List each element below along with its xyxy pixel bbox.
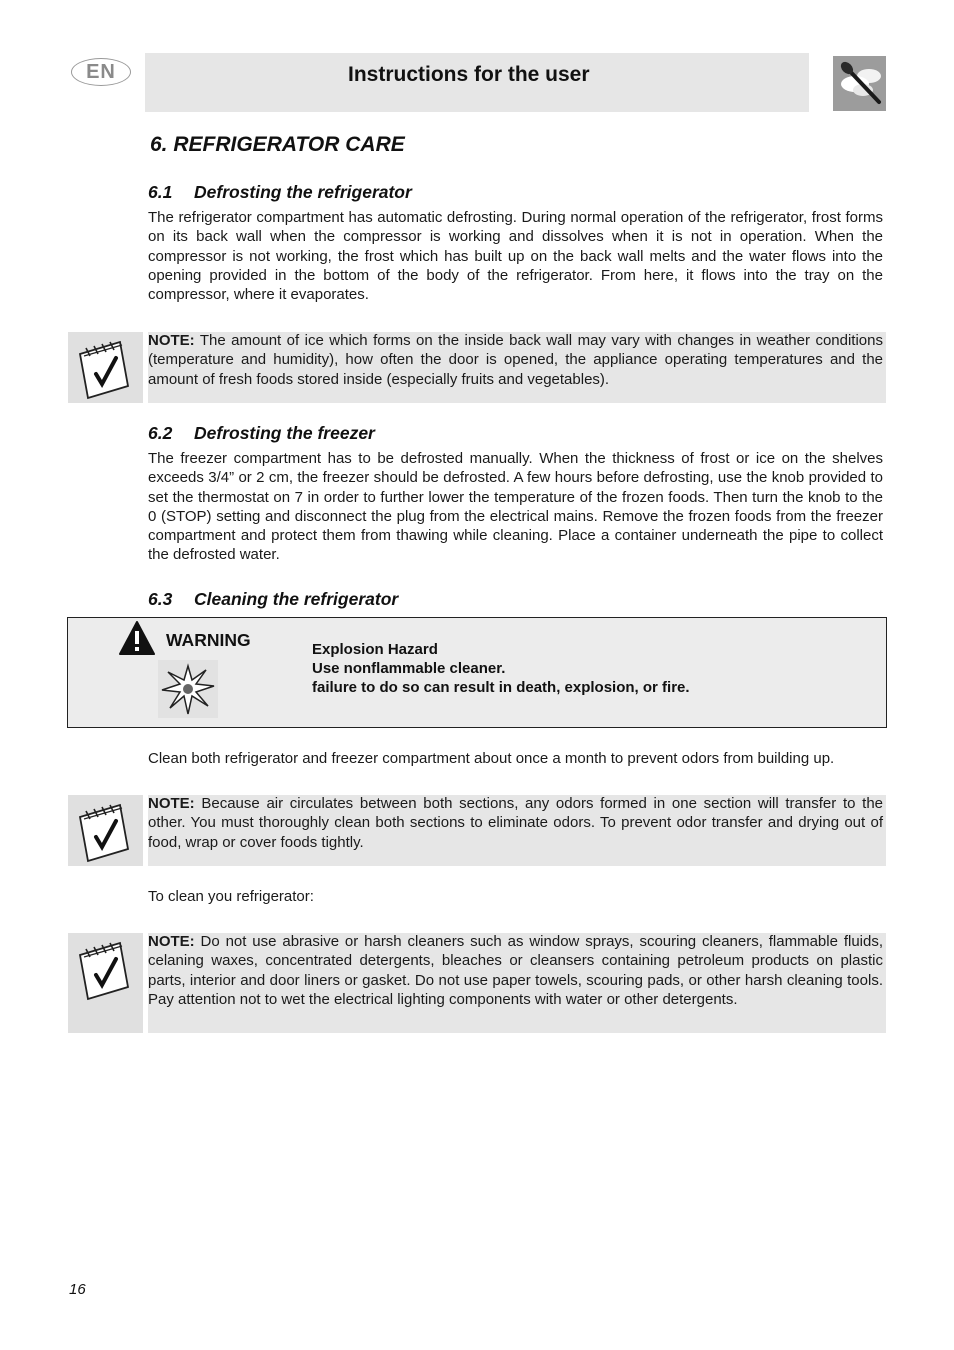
subsection-title: Defrosting the freezer bbox=[194, 423, 375, 443]
paragraph-defrost-refrigerator: The refrigerator compartment has automatic defrosting. During normal operation of the refrigerator, frost forms on its back wall when the compressor is working and dissolves when it is not in operation. When the compressor is not working, the frost which has built up on the back wall melts and the water flows into the opening provided in the bottom of the body of the refrigerator. From here, it flows into the tray on the compressor, where it evaporates. bbox=[148, 209, 883, 304]
note-icon-box bbox=[68, 795, 143, 866]
chef-spoon-icon bbox=[833, 56, 886, 111]
note-body: The amount of ice which forms on the inside back wall may vary with changes in weather conditions (temperature and humidity), how often the door is opened, the appliance operating temperatures and the amount of fresh foods stored inside (especially fruits and vegetables). bbox=[148, 332, 883, 388]
notepad-check-icon bbox=[68, 332, 143, 403]
page-header-title: Instructions for the user bbox=[348, 63, 590, 86]
notepad-check-icon bbox=[68, 933, 143, 1004]
subsection-heading-6-3 bbox=[148, 589, 398, 610]
subsection-title: Cleaning the refrigerator bbox=[194, 589, 399, 609]
paragraph-defrost-freezer: The freezer compartment has to be defrosted manually. When the thickness of frost or ice on the shelves exceeds 3/4” or 2 cm, the freezer should be defrosted. A few hours before defrosting, use the knob provided to set the thermostat on 7 in order to further lower the temperature of the frozen foods. Then turn the knob to the 0 (STOP) setting and disconnect the plug from the electrical mains. Remove the frozen foods from the freezer compartment and protect them from thawing while cleaning. Place a container underneath the pipe to collect the defrosted water. bbox=[148, 450, 883, 564]
notepad-check-icon bbox=[68, 795, 143, 866]
subsection-number: 6.1 bbox=[148, 182, 173, 202]
subsection-heading-6-1 bbox=[148, 182, 412, 203]
paragraph-clean-monthly: Clean both refrigerator and freezer compartment about once a month to prevent odors from building up. bbox=[148, 750, 835, 767]
page-number: 16 bbox=[69, 1281, 86, 1298]
note-icon-box bbox=[68, 332, 143, 403]
note-label: NOTE: bbox=[148, 795, 195, 812]
subsection-title: Defrosting the refrigerator bbox=[194, 182, 412, 202]
section-title: 6. REFRIGERATOR CARE bbox=[150, 133, 405, 156]
note-label: NOTE: bbox=[148, 933, 195, 950]
warning-line-3: failure to do so can result in death, explosion, or fire. bbox=[312, 679, 690, 696]
subsection-heading-6-2 bbox=[148, 423, 375, 444]
note-text-ice bbox=[148, 331, 883, 389]
warning-triangle-icon bbox=[118, 620, 156, 661]
note-body: Because air circulates between both sections, any odors formed in one section will transfer to the other. You must thoroughly clean both sections to eliminate odors. To prevent odor transfer and drying out of food, wrap or cover foods tightly. bbox=[148, 795, 883, 851]
warning-label: WARNING bbox=[166, 630, 251, 650]
language-badge: EN bbox=[71, 58, 131, 86]
explosion-icon bbox=[158, 660, 218, 718]
note-text-odors bbox=[148, 794, 883, 852]
note-text-cleaners bbox=[148, 932, 883, 1009]
note-body: Do not use abrasive or harsh cleaners such as window sprays, scouring cleaners, flammable fluids, celaning waxes, concentrated detergents, bleaches or cleansers containing petroleum products on plastic parts, interior and door liners or gasket. Do not use paper towels, scouring pads, or other harsh cleaning tools. Pay attention not to wet the electrical lighting components with water or other detergents. bbox=[148, 933, 883, 1008]
warning-line-1: Explosion Hazard bbox=[312, 641, 438, 658]
note-icon-box bbox=[68, 933, 143, 1033]
subsection-number: 6.3 bbox=[148, 589, 173, 609]
subsection-number: 6.2 bbox=[148, 423, 173, 443]
warning-line-2: Use nonflammable cleaner. bbox=[312, 660, 506, 677]
paragraph-clean-intro: To clean you refrigerator: bbox=[148, 888, 314, 905]
note-label: NOTE: bbox=[148, 332, 195, 349]
